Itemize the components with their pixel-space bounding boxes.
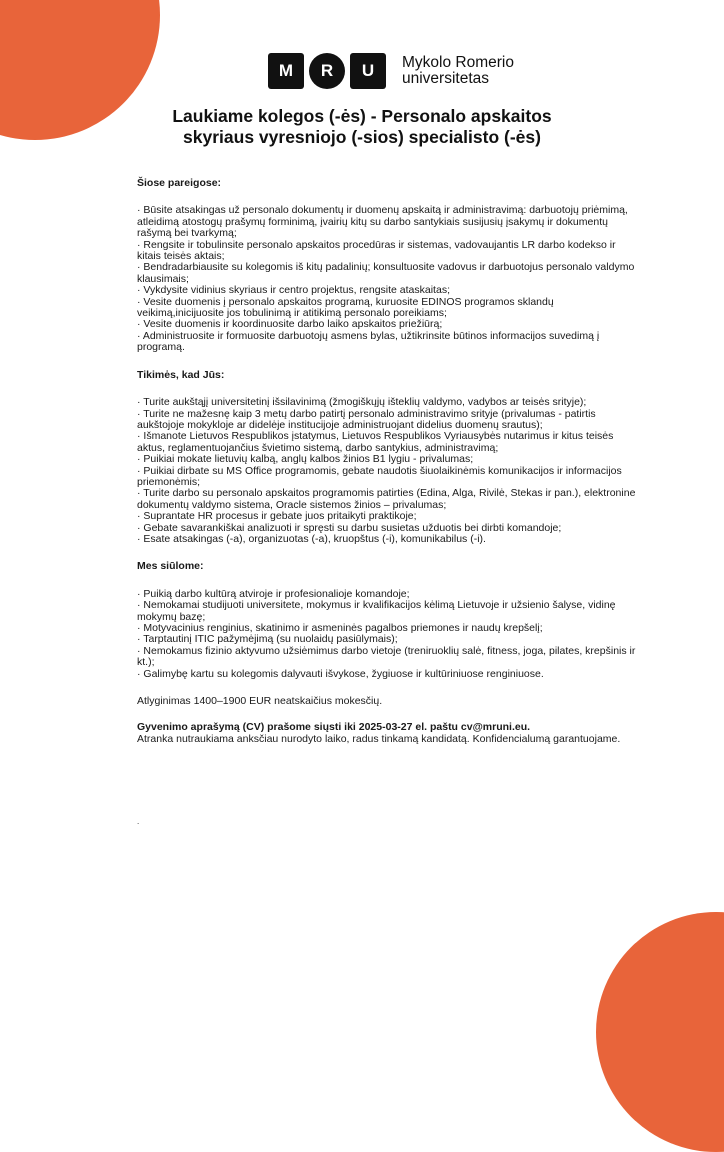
logo-letter-r: R	[309, 53, 345, 89]
logo-name-line1: Mykolo Romerio	[402, 54, 514, 71]
logo-university-name	[402, 55, 514, 87]
logo-letter-m: M	[268, 53, 304, 89]
apply-instruction: Gyvenimo aprašymą (CV) prašome siųsti iki 2025-03-27 el. paštu cv@mruni.eu.	[137, 721, 531, 734]
page-title	[120, 106, 604, 148]
duties-heading: Šiose pareigose:	[137, 177, 222, 189]
university-logo	[268, 53, 514, 89]
offer-heading: Mes siūlome:	[137, 560, 204, 573]
salary-text: Atlyginimas 1400–1900 EUR neatskaičius mokesčių.	[137, 695, 383, 708]
logo-letter-u: U	[350, 53, 386, 89]
job-description	[137, 178, 637, 828]
trailing-dot: .	[137, 817, 140, 827]
duties-list: · Būsite atsakingas už personalo dokumentų ir duomenų apskaitą ir administravimą: darbuotojų priėmimą, atleidimą atostogų prašymų forminimą, įvairių kitų su darbo santykiais susijusių įsakymų ir dokumentų rašymą bei tvarkymą; · Rengsite ir tobulinsite personalo apskaitos procedūras ir sistemas, vadovaujantis LR darbo kodekso ir kitais teisės aktais; · Bendradarbiausite su kolegomis iš kitų padalinių; konsultuosite vadovus ir darbuotojus personalo valdymo klausimais; · Vykdysite vidinius skyriaus ir centro projektus, rengsite ataskaitas; · Vesite duomenis į personalo apskaitos programą, kuruosite EDINOS programos sklandų veikimą,inicijuosite jos tobulinimą ir atitikimą personalo poreikiams; · Vesite duomenis ir koordinuosite darbo laiko apskaitos priežiūrą; · Administruosite ir formuosite darbuotojų asmens bylas, užtikrinsite būtinos informacijos suvedimą į programą.	[137, 204, 635, 354]
logo-name-line2: universitetas	[402, 70, 490, 87]
title-line2: skyriaus vyresniojo (-sios) specialisto (-ės)	[183, 127, 541, 147]
requirements-list: · Turite aukštąjį universitetinį išsilavinimą (žmogiškųjų išteklių valdymo, vadybos ar teisės srityje); · Turite ne mažesnę kaip 3 metų darbo patirtį personalo administravimo srityje (privalumas - patirtis aukštojoje mokykloje ar didelėje institucijoje administruojant didelius duomenų srautus); · Išmanote Lietuvos Respublikos įstatymus, Lietuvos Respublikos Vyriausybės nutarimus ir kitus teisės aktus, reglamentuojančius švietimo sistemą, darbo santykius, administravimą; · Puikiai mokate lietuvių kalbą, anglų kalbos žinios B1 lygiu - privalumas; · Puikiai dirbate su MS Office programomis, gebate naudotis šiuolaikinėmis komunikacijos ir informacijos priemonėmis; · Turite darbo su personalo apskaitos programomis patirties (Edina, Alga, Rivilė, Stekas ir pan.), elektronine dokumentų valdymo sistema, Oracle sistemos žinios – privalumas; · Suprantate HR procesus ir gebate juos pritaikyti praktikoje; · Gebate savarankiškai analizuoti ir spręsti su darbu susietas užduotis bei dirbti komandoje; · Esate atsakingas (-a), organizuotas (-a), kruopštus (-i), komunikabilus (-i).	[137, 396, 636, 545]
offer-list: · Puikią darbo kultūrą atviroje ir profesionalioje komandoje; · Nemokamai studijuoti universitete, mokymus ir kvalifikacijos kėlimą Lietuvoje ir užsienio šalyse, vidinę mokymų bazę; · Motyvacinius renginius, skatinimo ir asmeninės pagalbos priemones ir naudų krepšelį; · Tarptautinį ITIC pažymėjimą (su nuolaidų pasiūlymais); · Nemokamus fizinio aktyvumo užsiėmimus darbo vietoje (treniruoklių salė, fitness, joga, pilates, krepšinis ir kt.); · Galimybę kartu su kolegomis dalyvauti išvykose, žygiuose ir kultūriniuose renginiuose.	[137, 587, 636, 680]
decorative-orange-circle-bottom	[596, 912, 724, 1152]
apply-note: Atranka nutraukiama anksčiau nurodyto laiko, radus tinkamą kandidatą. Konfidencialumą garantuojame.	[137, 732, 621, 745]
requirements-heading: Tikimės, kad Jūs:	[137, 368, 225, 381]
title-line1: Laukiame kolegos (-ės) - Personalo apskaitos	[172, 106, 552, 126]
